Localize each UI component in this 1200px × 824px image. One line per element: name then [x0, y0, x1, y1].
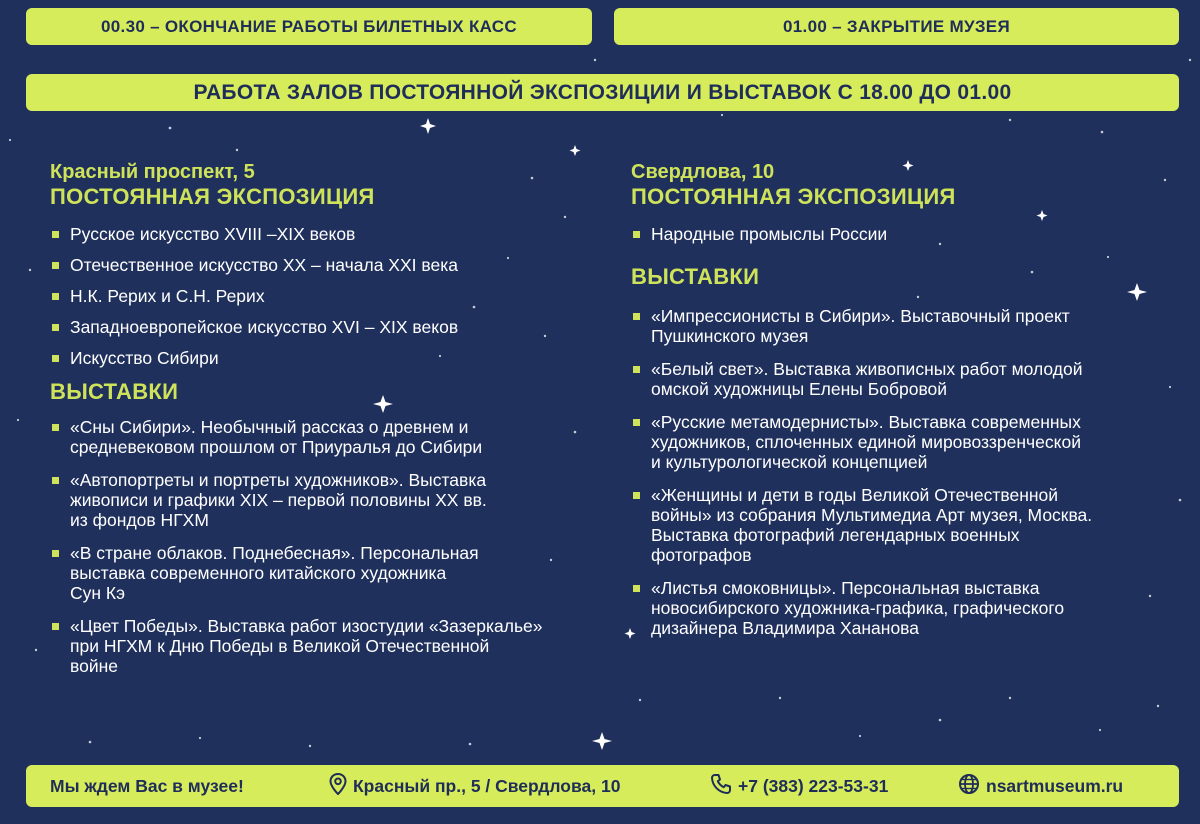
website-link[interactable]: nsartmuseum.ru: [958, 765, 1123, 807]
halls-hours-banner: [26, 74, 1179, 111]
right-column: [631, 160, 1191, 651]
list-item: «Русские метамодернисты». Выставка современных художников, сплоченных единой мировоззренческой и культурологической концепцией: [631, 412, 1191, 472]
star-icon: [592, 732, 612, 750]
globe-icon: [958, 773, 986, 800]
right-address: Свердлова, 10: [631, 161, 775, 183]
address-link[interactable]: Красный пр., 5 / Свердлова, 10: [329, 765, 620, 807]
right-permanent-title: ПОСТОЯННАЯ ЭКСПОЗИЦИЯ: [631, 184, 956, 209]
ticket-office-text: 00.30 – ОКОНЧАНИЕ РАБОТЫ БИЛЕТНЫХ КАСС: [101, 16, 517, 36]
left-permanent-title: ПОСТОЯННАЯ ЭКСПОЗИЦИЯ: [50, 184, 375, 209]
location-pin-icon: [329, 773, 353, 800]
left-column: [50, 160, 610, 689]
phone-icon: [710, 773, 738, 800]
list-item: Западноевропейское искусство XVI – XIX веков: [50, 317, 610, 337]
museum-close-text: 01.00 – ЗАКРЫТИЕ МУЗЕЯ: [783, 16, 1010, 36]
left-exhibitions-title: ВЫСТАВКИ: [50, 379, 179, 404]
star-icon: [570, 145, 581, 156]
list-item: «Автопортреты и портреты художников». Выставка живописи и графики XIX – первой половины XX вв. из фондов НГХМ: [50, 470, 610, 530]
left-exhibitions-list: [50, 417, 610, 676]
list-item: Н.К. Рерих и С.Н. Рерих: [50, 286, 610, 306]
list-item: «Белый свет». Выставка живописных работ молодой омской художницы Елены Бобровой: [631, 359, 1191, 399]
list-item: «В стране облаков. Поднебесная». Персональная выставка современного китайского художника Сун Кэ: [50, 543, 610, 603]
right-exhibitions-title: ВЫСТАВКИ: [631, 264, 760, 289]
footer-bar: [26, 765, 1179, 807]
list-item: «Импрессионисты в Сибири». Выставочный проект Пушкинского музея: [631, 306, 1191, 346]
right-exhibitions-list: [631, 306, 1191, 638]
star-icon: [420, 118, 436, 134]
list-item: «Женщины и дети в годы Великой Отечественной войны» из собрания Мультимедиа Арт музея, Москва. Выставка фотографий легендарных военных фотографов: [631, 485, 1191, 565]
phone-link[interactable]: +7 (383) 223-53-31: [710, 765, 888, 807]
list-item: Искусство Сибири: [50, 348, 610, 368]
right-permanent-list: [631, 224, 1191, 244]
list-item: «Сны Сибири». Необычный рассказ о древнем и средневековом прошлом от Приуралья до Сибири: [50, 417, 610, 457]
museum-closing-banner: [614, 8, 1179, 45]
welcome-text: Мы ждем Вас в музее!: [50, 775, 244, 796]
list-item: «Цвет Победы». Выставка работ изостудии «Зазеркалье» при НГХМ к Дню Победы в Великой Отечественной войне: [50, 616, 610, 676]
halls-hours-text: РАБОТА ЗАЛОВ ПОСТОЯННОЙ ЭКСПОЗИЦИИ И ВЫСТАВОК С 18.00 ДО 01.00: [193, 80, 1012, 104]
list-item: Народные промыслы России: [631, 224, 1191, 244]
list-item: Русское искусство XVIII –XIX веков: [50, 224, 610, 244]
list-item: Отечественное искусство XX – начала XXI века: [50, 255, 610, 275]
list-item: «Листья смоковницы». Персональная выставка новосибирского художника-графика, графического дизайнера Владимира Хананова: [631, 578, 1191, 638]
ticket-office-closing-banner: [26, 8, 592, 45]
left-permanent-list: [50, 224, 610, 368]
left-address: Красный проспект, 5: [50, 161, 255, 183]
